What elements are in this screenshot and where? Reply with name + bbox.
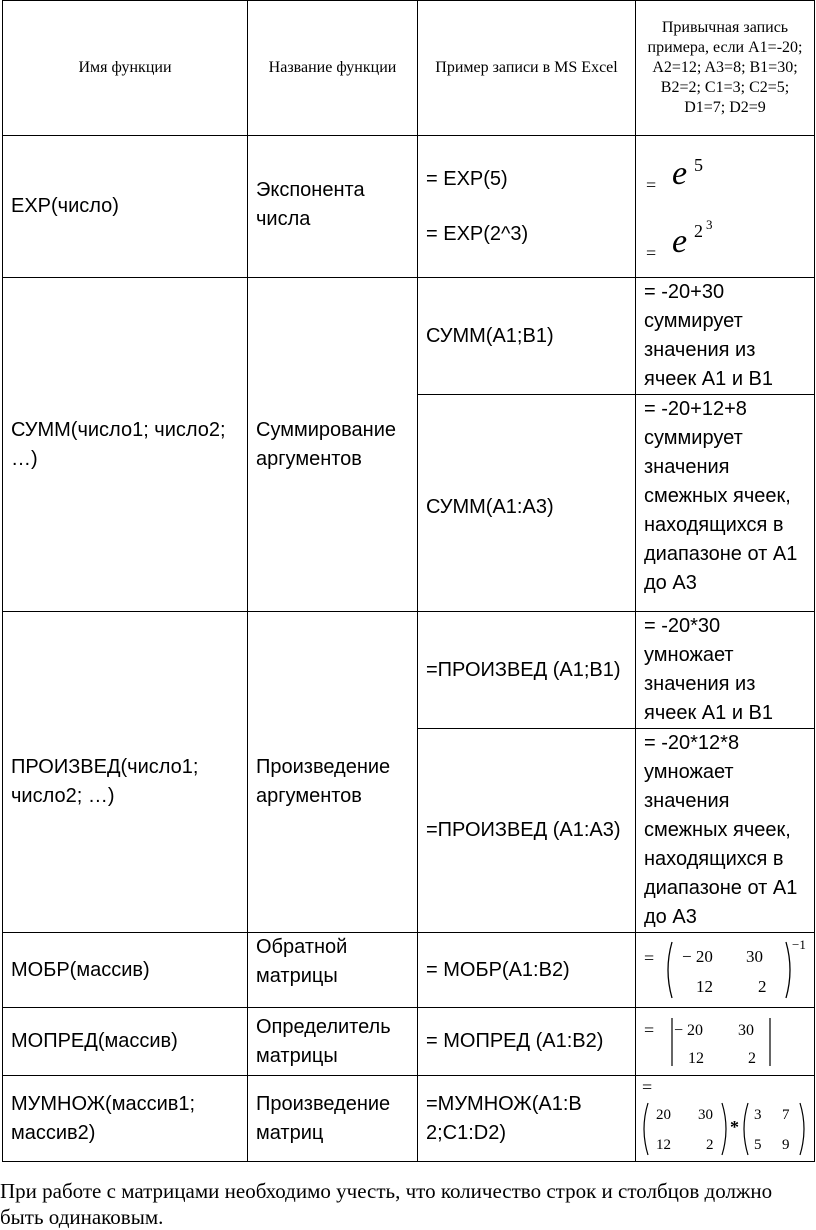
matrix-cell: − 20 <box>682 947 713 966</box>
exponent: 5 <box>694 154 703 175</box>
matrix-cell: 2 <box>748 1049 756 1067</box>
function-title: Произведение аргументов <box>248 612 418 933</box>
function-title: Обратной матрицы <box>248 933 418 1008</box>
usual-notation: = -20*30 умножает значения из ячеек A1 и B1 <box>636 612 815 729</box>
function-name: ПРОИЗВЕД(число1; число2; …) <box>3 612 248 933</box>
excel-example-line: = EXP(2^3) <box>426 222 529 245</box>
excel-example: СУММ(A1:A3) <box>418 395 636 612</box>
inverse-matrix-formula <box>644 938 806 1002</box>
footnote: При работе с матрицами необходимо учесть, что количество строк и столбцов должно быть одинаковым. <box>0 1179 773 1229</box>
matrix-cell: 2 <box>758 977 767 996</box>
table-header-row <box>3 1 815 136</box>
function-title: Произведение матриц <box>248 1076 418 1162</box>
table-row <box>3 136 815 278</box>
table-row <box>3 1076 815 1162</box>
usual-notation: = -20*12*8 умножает значения смежных ячеек, находящихся в диапазоне от A1 до A3 <box>636 729 815 933</box>
equals-sign: = <box>642 1076 653 1097</box>
table-row <box>3 1008 815 1076</box>
usual-notation <box>636 1008 815 1076</box>
usual-notation: = -20+12+8 суммирует значения смежных ячеек, находящихся в диапазоне от A1 до A3 <box>636 395 815 612</box>
matrix-cell: 9 <box>782 1136 790 1153</box>
table-row <box>3 278 815 395</box>
formula-e2-3 <box>644 207 806 269</box>
excel-example: =МУМНОЖ(A1:B 2;C1:D2) <box>418 1076 636 1162</box>
equals-sign: = <box>644 1019 655 1040</box>
exponent-power: 3 <box>706 216 713 232</box>
functions-table <box>2 0 815 1162</box>
excel-example: =ПРОИЗВЕД (A1;B1) <box>418 612 636 729</box>
determinant-formula <box>644 1014 806 1070</box>
matrix-cell: 3 <box>754 1106 762 1123</box>
matrix-cell: 12 <box>656 1136 671 1153</box>
excel-example <box>418 136 636 278</box>
function-name: МОБР(массив) <box>3 933 248 1008</box>
matrix-power: −1 <box>792 937 806 952</box>
e-base: e <box>672 222 688 260</box>
exponent: 2 <box>694 220 703 241</box>
header-function-title: Название функции <box>248 1 418 136</box>
matrix-product-formula <box>640 1077 810 1161</box>
function-title: Экспонента числа <box>248 136 418 278</box>
excel-example: =ПРОИЗВЕД (A1:A3) <box>418 729 636 933</box>
matrix-cell: 12 <box>688 1049 704 1067</box>
table-row <box>3 612 815 729</box>
excel-example-line: = EXP(5) <box>426 167 508 190</box>
header-excel-example: Пример записи в MS Excel <box>418 1 636 136</box>
excel-example: СУММ(A1;B1) <box>418 278 636 395</box>
function-name: EXP(число) <box>3 136 248 278</box>
usual-notation: = -20+30 суммирует значения из ячеек A1 и B1 <box>636 278 815 395</box>
matrix-cell: 30 <box>738 1021 754 1039</box>
matrix-cell: 7 <box>782 1106 790 1123</box>
usual-notation <box>636 136 815 278</box>
table-row <box>3 933 815 1008</box>
formula-e5 <box>644 145 806 207</box>
matrix-cell: − 20 <box>674 1021 704 1039</box>
usual-notation <box>636 1076 815 1162</box>
usual-notation <box>636 933 815 1008</box>
header-usual-notation: Привычная запись примера, если A1=-20; A2=12; A3=8; B1=30; B2=2; C1=3; C2=5; D1=7; D2=9 <box>636 1 815 136</box>
matrix-cell: 30 <box>698 1106 713 1123</box>
function-title: Суммирование аргументов <box>248 278 418 612</box>
matrix-cell: 20 <box>656 1106 671 1123</box>
matrix-cell: 12 <box>696 977 713 996</box>
function-name: МОПРЕД(массив) <box>3 1008 248 1076</box>
equals-sign: = <box>646 174 657 195</box>
function-name: МУМНОЖ(массив1; массив2) <box>3 1076 248 1162</box>
excel-example: = МОПРЕД (A1:B2) <box>418 1008 636 1076</box>
e-base: e <box>672 154 688 192</box>
header-function-name: Имя функции <box>3 1 248 136</box>
function-title: Определитель матрицы <box>248 1008 418 1076</box>
function-name: СУММ(число1; число2; …) <box>3 278 248 612</box>
matrix-cell: 2 <box>706 1136 714 1153</box>
multiply-operator: * <box>730 1116 739 1137</box>
excel-example: = МОБР(A1:B2) <box>418 933 636 1008</box>
matrix-cell: 5 <box>754 1136 762 1153</box>
equals-sign: = <box>644 948 655 968</box>
matrix-cell: 30 <box>746 947 763 966</box>
equals-sign: = <box>646 242 657 263</box>
